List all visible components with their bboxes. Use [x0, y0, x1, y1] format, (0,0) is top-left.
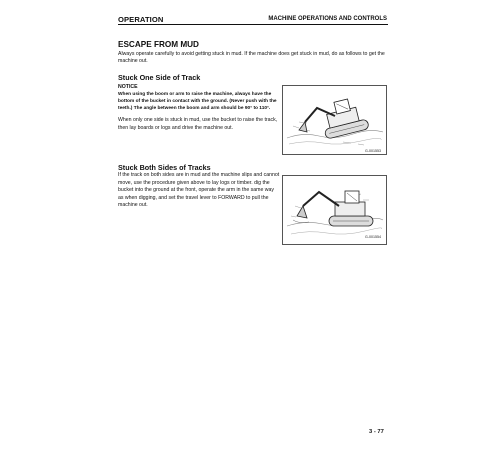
one-side-title: Stuck One Side of Track [118, 73, 201, 82]
both-sides-title: Stuck Both Sides of Tracks [118, 163, 211, 172]
section-header: OPERATION [118, 15, 164, 24]
notice-text: When using the boom or arm to raise the machine, always have the bottom of the bucket in contact with the ground. (Never push with the teeth.) The angle between the boom and arm should be 90° to 110°. [118, 92, 277, 112]
excavator-both-sides-illustration [283, 176, 386, 244]
figure-one-side-code: G-001553 [365, 149, 381, 153]
one-side-body: When only one side is stuck in mud, use the bucket to raise the track, then lay boards or logs and drive the machine out. [118, 117, 278, 131]
escape-title: ESCAPE FROM MUD [118, 40, 199, 49]
figure-both-sides-code: G-001554 [365, 235, 381, 239]
header-rule [118, 24, 388, 25]
both-sides-body: If the track on both sides are in mud and the machine slips and cannot move, use the procedure given above to lay logs or timber. dig the bucket into the ground at the front, operate the arm in the same way as when digging, and set the travel lever to FORWARD to pull the machine out. [118, 172, 280, 209]
excavator-one-side-illustration [283, 86, 386, 154]
notice-label: NOTICE [118, 84, 138, 90]
escape-intro: Always operate carefully to avoid getting stuck in mud. If the machine does get stuck in mud, do as follows to get the machine out. [118, 51, 385, 65]
chapter-header: MACHINE OPERATIONS AND CONTROLS [268, 16, 387, 22]
page-number: 3 - 77 [369, 429, 384, 435]
figure-one-side [282, 85, 387, 155]
